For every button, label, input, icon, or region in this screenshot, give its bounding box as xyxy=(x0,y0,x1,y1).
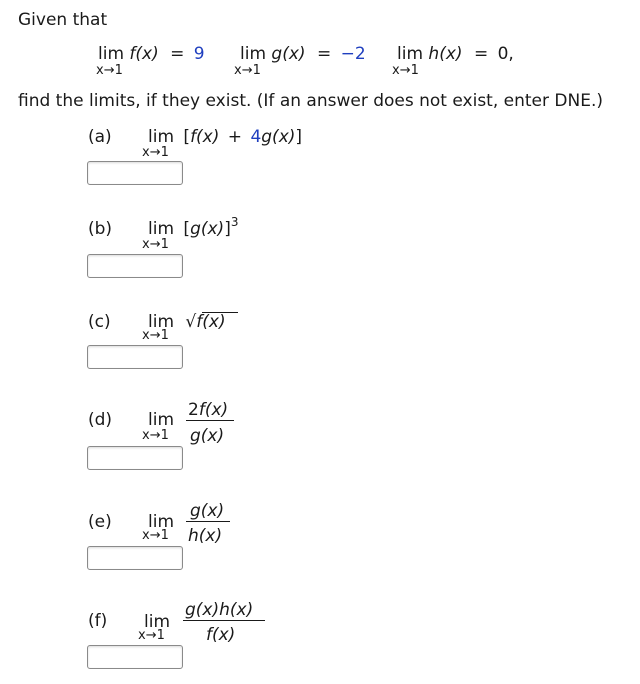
fraction-bar xyxy=(186,420,234,421)
part-b-answer-input[interactable] xyxy=(87,254,183,278)
lim-subscript: x→1 xyxy=(138,628,165,643)
lim-subscript: x→1 xyxy=(392,63,419,78)
lim-subscript: x→1 xyxy=(96,63,123,78)
part-f-numerator xyxy=(185,600,253,620)
g-of-x: g(x) xyxy=(271,44,306,64)
h-of-x: h(x) xyxy=(428,44,463,64)
lim-word: lim xyxy=(144,612,171,632)
lim-word: lim xyxy=(148,219,175,239)
part-e-denominator xyxy=(188,526,222,546)
equals-sign: = xyxy=(170,44,185,64)
radical-sign: √ xyxy=(185,312,197,332)
lim-subscript: x→1 xyxy=(142,237,169,252)
lim-word: lim xyxy=(98,44,125,64)
part-d-answer-input[interactable] xyxy=(87,446,183,470)
f-of-x: f(x) xyxy=(190,127,220,147)
lim-word: lim xyxy=(148,127,175,147)
part-d-numerator xyxy=(188,400,228,420)
open-bracket: [ xyxy=(183,127,191,147)
part-e-answer-input[interactable] xyxy=(87,546,183,570)
part-f-answer-input[interactable] xyxy=(87,645,183,669)
part-a-answer-input[interactable] xyxy=(87,161,183,185)
f-of-x: f(x) xyxy=(198,400,229,420)
lim-subscript: x→1 xyxy=(142,328,169,343)
part-d-denominator xyxy=(190,426,224,446)
lim-subscript: x→1 xyxy=(142,528,169,543)
gh-product: g(x)h(x) xyxy=(185,600,254,620)
g-of-x: g(x) xyxy=(190,426,225,446)
part-c-answer-input[interactable] xyxy=(87,345,183,369)
lim-word: lim xyxy=(148,512,175,532)
g-of-x: g(x) xyxy=(261,127,296,147)
part-b-expression xyxy=(148,215,239,239)
part-e-label: (e) xyxy=(88,512,112,532)
part-e-numerator xyxy=(190,501,224,521)
lim-subscript: x→1 xyxy=(142,145,169,160)
intro-text: Given that xyxy=(18,10,108,30)
lim-word: lim xyxy=(240,44,267,64)
g-limit-value: −2 xyxy=(340,44,366,64)
part-c-label: (c) xyxy=(88,312,111,332)
lim-word: lim xyxy=(148,410,175,430)
equals-sign: = xyxy=(316,44,332,64)
g-of-x: g(x) xyxy=(190,501,225,521)
part-f-denominator xyxy=(206,625,235,645)
plus-sign: + xyxy=(227,127,243,147)
coefficient: 4 xyxy=(250,127,262,147)
fraction-bar xyxy=(186,521,230,522)
given-lim-h xyxy=(397,44,514,64)
lim-subscript: x→1 xyxy=(142,428,169,443)
g-of-x: g(x) xyxy=(190,219,225,239)
close-bracket: ] xyxy=(295,127,303,147)
part-d-label: (d) xyxy=(88,410,113,430)
part-b-label: (b) xyxy=(88,219,113,239)
lim-word: lim xyxy=(397,44,424,64)
f-limit-value: 9 xyxy=(193,44,205,64)
h-of-x: h(x) xyxy=(188,526,223,546)
f-of-x: f(x) xyxy=(206,625,236,645)
h-limit-value: 0, xyxy=(497,44,514,64)
close-bracket: ] xyxy=(224,219,231,239)
equals-sign: = xyxy=(473,44,489,64)
f-of-x: f(x) xyxy=(196,312,226,332)
given-lim-g xyxy=(240,44,366,64)
open-bracket: [ xyxy=(183,219,191,239)
f-of-x: f(x) xyxy=(129,44,159,64)
given-lim-f xyxy=(98,44,205,64)
part-a-label: (a) xyxy=(88,127,112,147)
part-f-label: (f) xyxy=(88,611,108,631)
instructions-text: find the limits, if they exist. (If an answer does not exist, enter DNE.) xyxy=(18,91,603,111)
power-exponent: 3 xyxy=(230,215,239,229)
fraction-bar xyxy=(183,620,265,621)
lim-word: lim xyxy=(148,312,175,332)
numerator-coefficient: 2 xyxy=(188,400,199,420)
part-a-expression xyxy=(148,127,302,147)
lim-subscript: x→1 xyxy=(234,63,261,78)
radical-bar xyxy=(202,312,238,313)
